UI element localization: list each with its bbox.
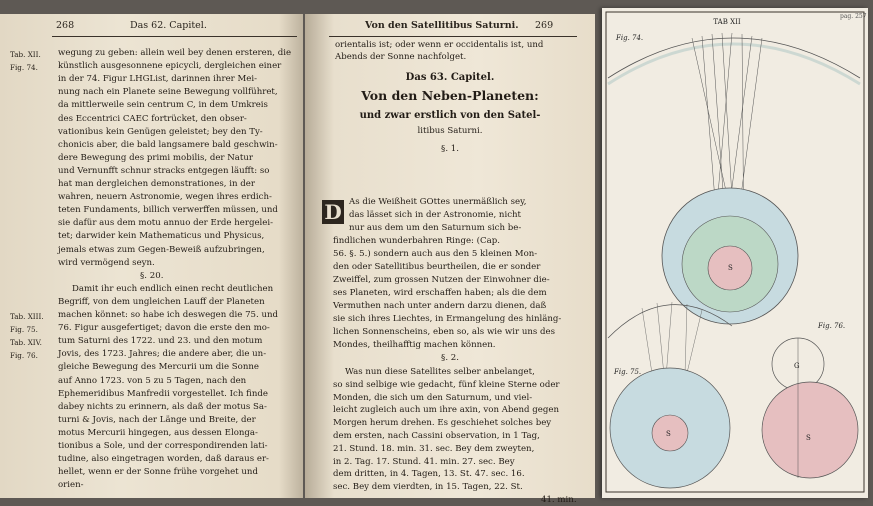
right-page-number: 269 <box>535 20 554 31</box>
left-text-line: sie dafür aus dem motu annuo der Erde hergelei- <box>58 218 274 229</box>
left-text-line: orien- <box>58 480 84 491</box>
left-text-line: wegung zu geben: allein weil bey denen ersteren, die <box>58 48 292 58</box>
left-text-line: machen könnet: so habe ich deswegen die 75. und <box>58 310 279 320</box>
fig75-label: Fig. 75. <box>614 368 642 376</box>
top-line-2: Abends der Sonne nachfolget. <box>335 52 467 62</box>
right-text-line: sie sich ihres Liechtes, in Ermangelung des hinläng- <box>333 314 562 324</box>
fig76-letter-s: S <box>806 434 811 442</box>
right-text-line: Morgen herum drehen. Es geschiehet solches bey <box>333 418 552 429</box>
left-text-line: künstlich ausgesonnene epicycli, dergleichen einer <box>58 61 282 72</box>
right-text-line: den oder Satellitibus beurtheilen, die er sonder <box>333 262 541 272</box>
right-text-line: 56. §. 5.) sondern auch aus den 5 kleinen Mon- <box>333 249 538 259</box>
left-text-line: 76. Figur ausgefertiget; davon die erste den mo- <box>58 323 270 334</box>
right-text-line: dem ersten, nach Cassini observation, in 1 Tag, <box>333 431 540 441</box>
left-text-line: auf Anno 1723. von 5 zu 5 Tagen, nach den <box>58 375 247 386</box>
fig76-large-circle <box>762 382 858 478</box>
right-text-line: Mondes, theilhafftig machen können. <box>333 340 496 350</box>
chapter-title-2: und zwar erstlich von den Satel- <box>359 110 541 121</box>
chapter-number: Das 63. Capitel. <box>405 72 495 83</box>
fig74-arc-shade <box>608 44 860 84</box>
right-text-line: Monden, die sich um den Saturnum, und viel- <box>333 392 533 403</box>
right-text-line: leicht zugleich auch um ihre axin, von Abend gegen <box>333 405 559 416</box>
section-2-heading: §. 2. <box>441 353 459 363</box>
right-text-line: Vermuthen nach unter andern darzu dienen, daß <box>333 301 547 311</box>
left-text-line: tet; darwider kein Mathematicus und Physicus, <box>58 231 265 242</box>
right-text-line: 21. Stund. 18. min. 31. sec. Bey dem zweyten, <box>333 443 535 454</box>
margin-note: Tab. XII. <box>10 50 41 59</box>
left-text-line: hellet, wenn er der Sonne frühe vorgehet und <box>58 467 258 478</box>
right-text-line: As die Weißheit GOttes unermäßlich sey, <box>349 197 527 207</box>
left-page <box>0 14 303 498</box>
fig74-letter-s: S <box>728 264 733 272</box>
chapter-title-1: Von den Neben-Planeten: <box>361 88 539 103</box>
right-page <box>305 14 595 505</box>
left-text-line: gleiche Bewegung des Mercurii um die Sonne <box>58 362 260 373</box>
right-text-line: Was nun diese Satellites selber anbelanget, <box>345 367 535 377</box>
left-text-line: vationibus kein Genügen geleistet; bey den Ty- <box>58 126 263 137</box>
margin-note: Tab. XIV. <box>10 338 42 348</box>
left-text-line: des Eccentrici CAEC fortrücket, den obser- <box>58 113 247 124</box>
left-text-line: und Vernunfft schnur stracks entgegen läufft: so <box>58 165 270 176</box>
left-text-line: Begriff, von dem ungleichen Lauff der Planeten <box>58 296 265 307</box>
left-text-line: §. 20. <box>140 270 164 281</box>
right-text-line: in 2. Tag. 17. Stund. 41. min. 27. sec. Bey <box>333 456 515 467</box>
left-header-rule <box>52 36 297 37</box>
right-header-rule <box>329 36 577 37</box>
chapter-title-3: litibus Saturni. <box>417 126 483 136</box>
left-text-line: in der 74. Figur LHGList, darinnen ihrer Mei- <box>58 74 258 85</box>
right-text-line: findlichen wunderbahren Ringe: (Cap. <box>333 236 500 246</box>
drop-cap: D <box>322 200 344 224</box>
left-text-line: chonicis aber, die bald langsamere bald geschwin- <box>58 139 278 150</box>
left-text-line: Jovis, des 1723. Jahres; die andere aber, die un- <box>58 349 267 360</box>
left-text-line: Damit ihr euch endlich einen recht deutlichen <box>72 283 274 294</box>
margin-note: Fig. 74. <box>10 63 38 73</box>
left-text-line: wird vermögend seyn. <box>58 257 155 268</box>
left-text-line: tum Saturni des 1722. und 23. und den motum <box>58 336 263 347</box>
fig74-label: Fig. 74. <box>616 34 644 42</box>
right-running-head: Von den Satellitibus Saturni. <box>365 20 519 31</box>
left-text-line: Ephemeridibus Manfredii vorgestellet. Ich finde <box>58 388 268 399</box>
left-text-line: turni & Jovis, nach der Länge und Breite, der <box>58 414 256 425</box>
fig75-letter-s: S <box>666 430 671 438</box>
plate-title: TAB XII <box>713 18 741 26</box>
left-text-line: hat man dergleichen demonstrationes, in der <box>58 179 255 189</box>
margin-note: Tab. XIII. <box>10 312 44 321</box>
margin-note: Fig. 76. <box>10 351 38 361</box>
left-text-line: wahren, neuern Astronomie, wegen ihres erdich- <box>58 192 272 203</box>
top-line-1: orientalis ist; oder wenn er occidentalis ist, und <box>335 40 544 50</box>
right-text-line: das lässet sich in der Astronomie, nicht <box>349 210 522 220</box>
fig76-letter-c: G <box>794 362 800 370</box>
left-text-line: nung nach ein Planete seine Bewegung vollführet, <box>58 87 278 98</box>
right-text-line: Zweiffel, zum grossen Nutzen der Einwohner die- <box>333 275 550 285</box>
left-text-line: motus Mercurii hingegen, aus dessen Elonga- <box>58 427 258 438</box>
engraved-plate <box>602 8 868 498</box>
right-text-line: sec. Bey dem vierdten, in 15. Tagen, 22. St. <box>333 482 523 493</box>
left-running-head: Das 62. Capitel. <box>130 20 207 31</box>
astronomical-diagram <box>602 8 868 498</box>
section-1-heading: §. 1. <box>441 144 459 154</box>
margin-note: Fig. 75. <box>10 325 38 335</box>
left-page-number: 268 <box>56 20 75 31</box>
left-text-line: teten Fundaments, billich verwerffen müssen, und <box>58 205 278 216</box>
right-text-line: 41. min. <box>541 495 577 505</box>
left-text-line: dabey nichts zu erinnern, als daß der motus Sa- <box>58 401 267 412</box>
right-text-line: so sind selbige wie gedacht, fünf kleine Sterne oder <box>333 379 560 390</box>
left-text-line: jemals etwas zum Gegen-Beweiß aufzubringen, <box>58 244 265 255</box>
right-text-line: nur aus dem um den Saturnum sich be- <box>349 223 522 233</box>
left-text-line: tudine, also eingetragen worden, daß daraus er- <box>58 454 269 465</box>
plate-page-mark: pag. 257 <box>840 13 867 20</box>
fig76-label: Fig. 76. <box>818 322 846 330</box>
left-text-line: da mittlerweile sein centrum C, in dem Umkreis <box>58 100 268 111</box>
right-text-line: lichen Sonnenscheins, eben so, als wie wir uns des <box>333 327 556 337</box>
right-text-line: ses Planeten, wird erschaffen haben; als die dem <box>333 288 547 298</box>
left-text-line: tionibus a Sole, und der correspondirenden lati- <box>58 441 268 451</box>
right-text-line: dem dritten, in 4. Tagen, 13. St. 47. sec. 16. <box>333 469 525 480</box>
left-text-line: dere Bewegung des primi mobilis, der Natur <box>58 152 253 163</box>
